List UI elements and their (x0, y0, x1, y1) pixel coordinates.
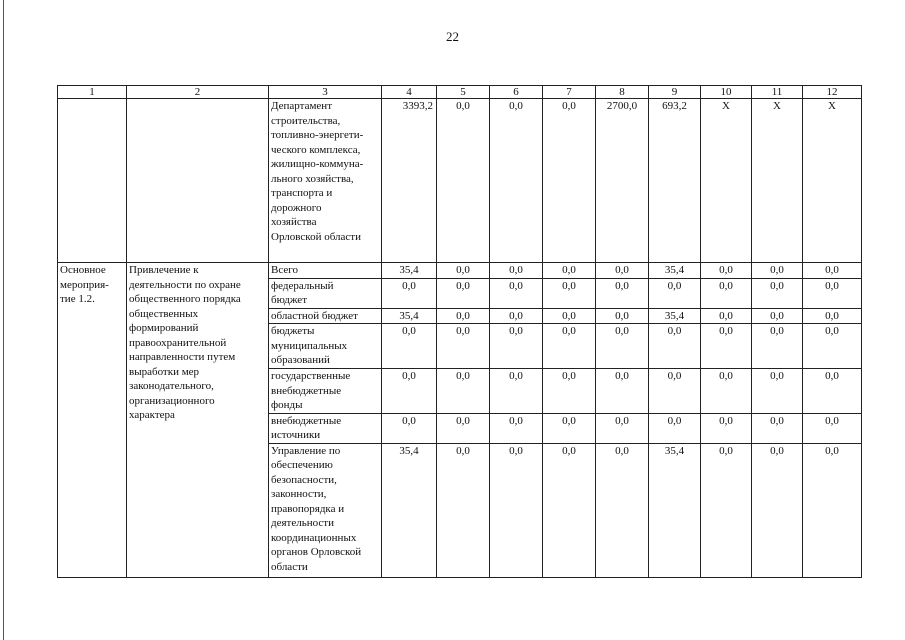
source-name: областной бюджет (269, 308, 382, 324)
value-cell: 0,0 (437, 443, 490, 577)
budget-table (57, 85, 862, 578)
value-cell: 0,0 (543, 308, 596, 324)
header-cell: 7 (543, 86, 596, 99)
value-cell: 0,0 (701, 324, 752, 369)
empty-cell (127, 99, 269, 263)
value-cell: 0,0 (490, 413, 543, 443)
header-cell: 11 (752, 86, 803, 99)
value-cell: 35,4 (649, 263, 701, 279)
value-cell: 0,0 (803, 324, 862, 369)
value-cell: Х (701, 99, 752, 263)
value-cell: 35,4 (382, 308, 437, 324)
value-cell: 0,0 (701, 413, 752, 443)
header-row (58, 86, 862, 99)
table-row (58, 99, 862, 263)
source-name: внебюджетные источники (269, 413, 382, 443)
value-cell: 0,0 (490, 99, 543, 263)
value-cell: 0,0 (382, 324, 437, 369)
value-cell: 0,0 (382, 413, 437, 443)
activity-code: Основное мероприя- тие 1.2. (58, 263, 127, 578)
value-cell: 0,0 (752, 413, 803, 443)
value-cell: 0,0 (490, 324, 543, 369)
header-cell: 12 (803, 86, 862, 99)
header-cell: 1 (58, 86, 127, 99)
value-cell: 0,0 (649, 413, 701, 443)
source-name: Управление по обеспечению безопасности, законности, правопорядка и деятельности координационных органов Орловской области (269, 443, 382, 577)
value-cell: 0,0 (543, 369, 596, 414)
value-cell: 0,0 (437, 413, 490, 443)
value-cell: 2700,0 (596, 99, 649, 263)
header-cell: 2 (127, 86, 269, 99)
value-cell: 35,4 (649, 308, 701, 324)
value-cell: 0,0 (596, 369, 649, 414)
activity-title: Привлечение к деятельности по охране общественного порядка общественных формирований правоохранительной направленности путем выработки мер законодательного, организационного характера (127, 263, 269, 578)
value-cell: 0,0 (803, 308, 862, 324)
table-row (58, 263, 862, 279)
value-cell: 0,0 (437, 263, 490, 279)
value-cell: 0,0 (437, 278, 490, 308)
source-name: Всего (269, 263, 382, 279)
value-cell: 0,0 (752, 308, 803, 324)
value-cell: 0,0 (752, 369, 803, 414)
header-cell: 6 (490, 86, 543, 99)
value-cell: 3393,2 (382, 99, 437, 263)
value-cell: 0,0 (596, 278, 649, 308)
value-cell: Х (752, 99, 803, 263)
value-cell: 0,0 (803, 369, 862, 414)
value-cell: 0,0 (382, 278, 437, 308)
value-cell: 0,0 (803, 278, 862, 308)
value-cell: 35,4 (649, 443, 701, 577)
value-cell: 0,0 (803, 443, 862, 577)
value-cell: 0,0 (437, 99, 490, 263)
value-cell: 0,0 (649, 278, 701, 308)
value-cell: 0,0 (649, 369, 701, 414)
header-cell: 10 (701, 86, 752, 99)
value-cell: 0,0 (803, 413, 862, 443)
value-cell: 0,0 (752, 324, 803, 369)
source-name: бюджеты муниципальных образований (269, 324, 382, 369)
value-cell: 0,0 (543, 99, 596, 263)
value-cell: 35,4 (382, 443, 437, 577)
department-name: Департамент строительства, топливно-энергети- ческого комплекса, жилищно-коммуна- льного хозяйства, транспорта и дорожного хозяйства Орловской области (269, 99, 382, 263)
page-number: 22 (446, 29, 459, 44)
header-cell: 3 (269, 86, 382, 99)
value-cell: 0,0 (803, 263, 862, 279)
value-cell: 0,0 (596, 263, 649, 279)
value-cell: 0,0 (701, 278, 752, 308)
value-cell: 0,0 (543, 324, 596, 369)
header-cell: 9 (649, 86, 701, 99)
value-cell: 0,0 (543, 443, 596, 577)
value-cell: 0,0 (490, 263, 543, 279)
value-cell: 0,0 (543, 263, 596, 279)
value-cell: 0,0 (596, 413, 649, 443)
header-cell: 5 (437, 86, 490, 99)
value-cell: 0,0 (382, 369, 437, 414)
value-cell: 0,0 (752, 443, 803, 577)
page-left-edge (3, 0, 4, 640)
value-cell: 0,0 (701, 263, 752, 279)
value-cell: 0,0 (490, 308, 543, 324)
value-cell: 0,0 (437, 369, 490, 414)
value-cell: 0,0 (649, 324, 701, 369)
value-cell: 0,0 (701, 308, 752, 324)
header-cell: 4 (382, 86, 437, 99)
source-name: государственные внебюджетные фонды (269, 369, 382, 414)
value-cell: 0,0 (596, 324, 649, 369)
value-cell: 0,0 (543, 413, 596, 443)
value-cell: 0,0 (752, 263, 803, 279)
source-name: федеральный бюджет (269, 278, 382, 308)
header-cell: 8 (596, 86, 649, 99)
value-cell: 0,0 (701, 369, 752, 414)
empty-cell (58, 99, 127, 263)
value-cell: 0,0 (490, 369, 543, 414)
value-cell: 0,0 (701, 443, 752, 577)
value-cell: 0,0 (490, 443, 543, 577)
value-cell: 0,0 (752, 278, 803, 308)
value-cell: 35,4 (382, 263, 437, 279)
value-cell: Х (803, 99, 862, 263)
value-cell: 0,0 (596, 308, 649, 324)
value-cell: 693,2 (649, 99, 701, 263)
value-cell: 0,0 (490, 278, 543, 308)
value-cell: 0,0 (437, 324, 490, 369)
value-cell: 0,0 (596, 443, 649, 577)
value-cell: 0,0 (543, 278, 596, 308)
value-cell: 0,0 (437, 308, 490, 324)
